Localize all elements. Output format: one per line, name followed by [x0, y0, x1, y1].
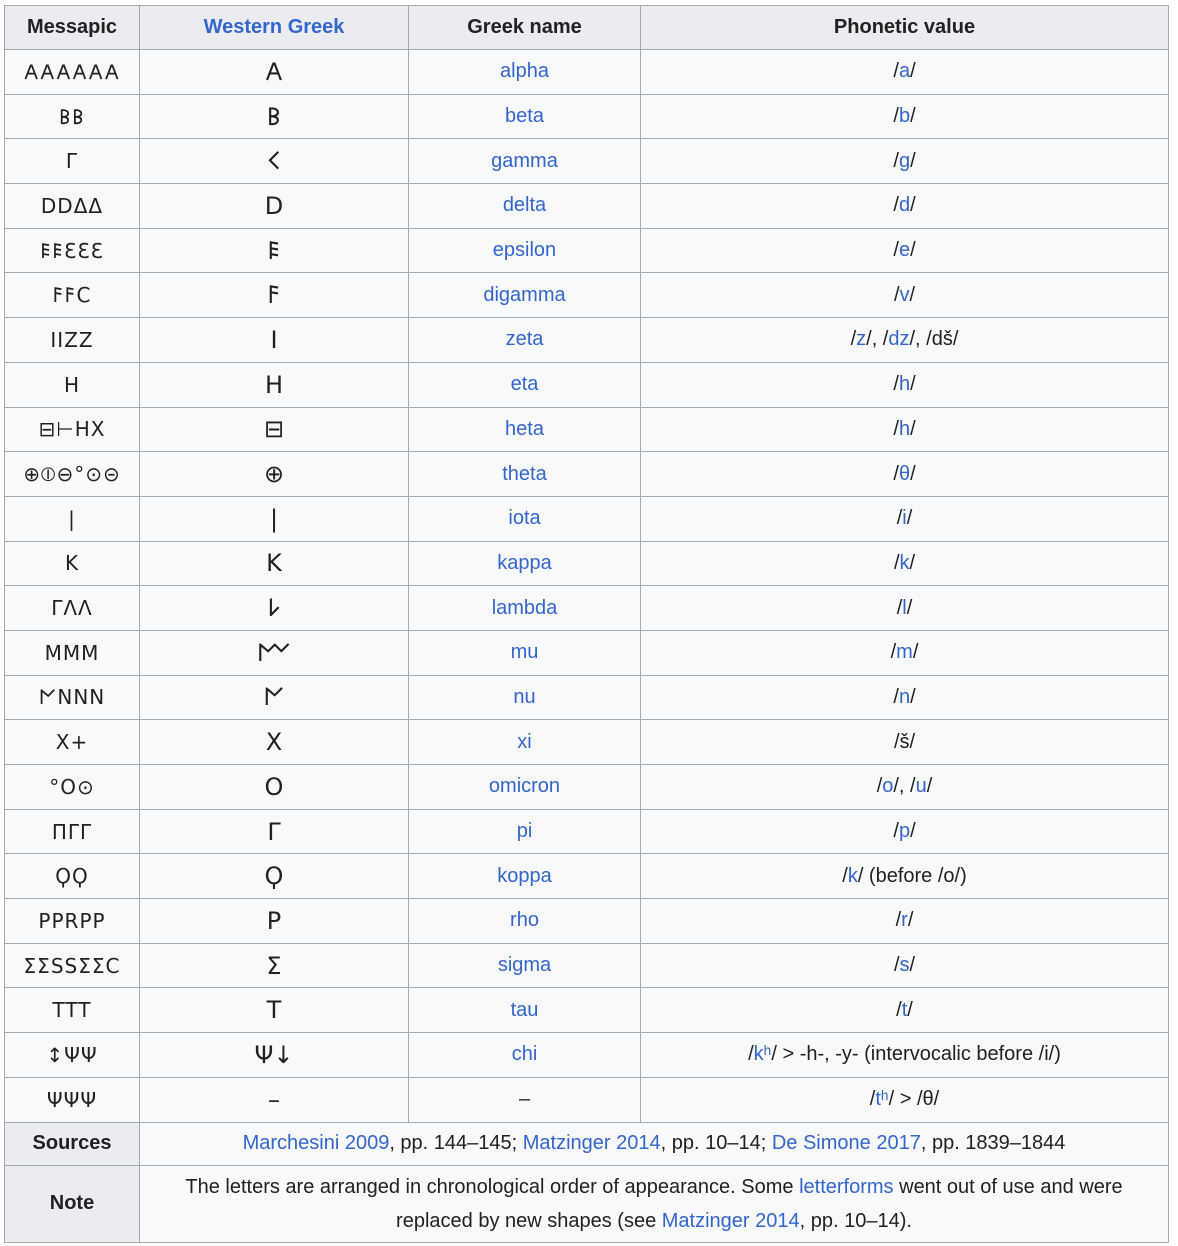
text-fragment: / [909, 954, 916, 977]
reference-link[interactable]: k [899, 551, 910, 574]
western-greek-link[interactable]: Western Greek [203, 16, 345, 38]
text-fragment: / [893, 239, 899, 262]
note-row [5, 1165, 1169, 1242]
text-fragment: / [893, 105, 899, 128]
messapic-glyphs: TTT [5, 988, 140, 1033]
text-fragment: / [842, 864, 848, 887]
header-row [5, 6, 1169, 50]
text-fragment: , pp. 144–145; [389, 1132, 523, 1154]
greek-name-link[interactable]: delta [502, 194, 547, 217]
greek-name-cell [409, 407, 641, 452]
greek-name-cell [409, 541, 641, 586]
phonetic-value-cell [641, 586, 1169, 631]
table-row [5, 496, 1169, 541]
sources-content [140, 1122, 1169, 1165]
header-messapic: Messapic [5, 6, 140, 50]
reference-link[interactable]: d [898, 194, 911, 217]
western-greek-glyph: I [140, 318, 409, 363]
greek-name-cell [409, 496, 641, 541]
text-fragment: / [912, 641, 919, 664]
text-fragment: / [910, 105, 916, 128]
table-row [5, 586, 1169, 631]
phonetic-value-cell [641, 273, 1169, 318]
table-row [5, 407, 1169, 452]
messapic-glyphs: DDΔΔ [5, 184, 140, 229]
greek-name-link[interactable]: nu [513, 685, 536, 708]
text-fragment: / [910, 462, 916, 485]
text-fragment: / [850, 328, 857, 351]
western-greek-glyph: 𐌍 [140, 675, 409, 720]
greek-name-link[interactable]: epsilon [492, 239, 557, 262]
text-fragment: / [748, 1043, 754, 1066]
table-row [5, 139, 1169, 184]
reference-link[interactable]: l [902, 596, 907, 619]
messapic-glyphs: ⊟⊢HX [5, 407, 140, 452]
messapic-glyphs: 𐌀𐌀𐌀𐌀𐌀𐌀 [5, 50, 140, 95]
greek-name-link[interactable]: lambda [491, 596, 558, 619]
western-greek-glyph: T [140, 988, 409, 1033]
greek-name-link[interactable]: chi [511, 1043, 538, 1066]
table-row [5, 1033, 1169, 1078]
messapic-glyphs: ΓΛΛ [5, 586, 140, 631]
phonetic-value-cell [641, 362, 1169, 407]
reference-link[interactable]: b [898, 105, 911, 128]
table-row [5, 988, 1169, 1033]
messapic-glyphs: ƩƩSSΣΣC [5, 943, 140, 988]
messapic-glyphs: ΠΓΓ [5, 809, 140, 854]
reference-link[interactable]: t [901, 998, 908, 1021]
messapic-glyphs: ⊕⦶⊖°⊙⊝ [5, 452, 140, 497]
table-row [5, 854, 1169, 899]
sources-row [5, 1122, 1169, 1165]
western-greek-glyph: D [140, 184, 409, 229]
greek-name-cell [409, 94, 641, 139]
note-content [140, 1165, 1169, 1242]
messapic-glyphs: 𐌅𐌅Ϲ [5, 273, 140, 318]
text-fragment: /, /dš/ [909, 328, 959, 351]
reference-link[interactable]: i [902, 507, 907, 530]
greek-name-link[interactable]: pi [516, 820, 533, 843]
western-greek-glyph: 𐌋 [140, 586, 409, 631]
reference-link[interactable]: o [882, 775, 894, 798]
greek-name-link[interactable]: gamma [491, 149, 558, 172]
note-label: Note [5, 1165, 140, 1242]
header-greek-name: Greek name [409, 6, 641, 50]
western-greek-glyph: 𐌅 [140, 273, 409, 318]
reference-link[interactable]: g [898, 149, 911, 172]
western-greek-glyph: Γ [140, 809, 409, 854]
text-fragment: / [893, 417, 899, 440]
greek-name-cell [409, 184, 641, 229]
reference-link[interactable]: v [899, 283, 910, 306]
greek-name-link[interactable]: theta [502, 462, 547, 485]
greek-name-cell [409, 318, 641, 363]
reference-link[interactable]: tʰ [875, 1088, 889, 1111]
text-fragment: / [893, 954, 900, 977]
greek-name-cell [409, 809, 641, 854]
text-fragment: / [895, 909, 902, 932]
messapic-glyphs: 𐌄𐌄ƐƐƐ [5, 228, 140, 273]
reference-link[interactable]: Matzinger 2014 [661, 1209, 800, 1232]
text-fragment: / [907, 909, 914, 932]
reference-link[interactable]: Marchesini 2009 [242, 1132, 390, 1154]
text-fragment: / [893, 283, 900, 306]
messapic-glyphs: IIZZ [5, 318, 140, 363]
greek-name-link[interactable]: sigma [497, 954, 552, 977]
greek-name-cell [409, 1077, 641, 1122]
messapic-glyphs: 𐌁𐌁 [5, 94, 140, 139]
text-fragment: / [896, 507, 903, 530]
greek-name-text: – [518, 1088, 531, 1111]
western-greek-glyph: H [140, 362, 409, 407]
phonetic-value-cell [641, 899, 1169, 944]
western-greek-glyph: 𐌀 [140, 50, 409, 95]
phonetic-value-cell [641, 407, 1169, 452]
greek-name-cell [409, 720, 641, 765]
phonetic-value-cell [641, 50, 1169, 95]
greek-name-cell [409, 899, 641, 944]
messapic-alphabet-table [4, 5, 1169, 1243]
phonetic-value-cell [641, 496, 1169, 541]
text-fragment: / [910, 417, 916, 440]
greek-name-link[interactable]: koppa [497, 864, 552, 887]
western-greek-glyph: 𐌌 [140, 630, 409, 675]
western-greek-glyph: ⊕ [140, 452, 409, 497]
western-greek-glyph: – [140, 1077, 409, 1122]
table-row [5, 809, 1169, 854]
phonetic-value-cell [641, 228, 1169, 273]
greek-name-cell [409, 675, 641, 720]
text-fragment: / [910, 149, 916, 172]
text-fragment: / [893, 194, 899, 217]
greek-name-link[interactable]: digamma [483, 283, 566, 306]
greek-name-cell [409, 452, 641, 497]
phonetic-value-cell [641, 1033, 1169, 1078]
table-row [5, 228, 1169, 273]
table-row [5, 94, 1169, 139]
table-row [5, 943, 1169, 988]
table-row [5, 273, 1169, 318]
reference-link[interactable]: θ [898, 462, 911, 485]
greek-name-link[interactable]: heta [505, 417, 544, 440]
western-greek-glyph: ⊟ [140, 407, 409, 452]
reference-link[interactable]: dz [888, 328, 910, 351]
messapic-glyphs: MMM [5, 630, 140, 675]
greek-name-link[interactable]: beta [505, 105, 544, 128]
reference-link[interactable]: De Simone 2017 [771, 1132, 921, 1154]
table-row [5, 899, 1169, 944]
greek-name-link[interactable]: tau [510, 998, 539, 1021]
greek-name-cell [409, 586, 641, 631]
reference-link[interactable]: letterforms [799, 1175, 894, 1198]
reference-link[interactable]: z [856, 328, 867, 351]
messapic-glyphs: | [5, 496, 140, 541]
text-fragment: /, / [866, 328, 889, 351]
western-greek-glyph: P [140, 899, 409, 944]
text-fragment: / [910, 239, 916, 262]
text-fragment: / [910, 60, 916, 83]
text-fragment: / [910, 194, 916, 217]
greek-name-cell [409, 765, 641, 810]
greek-name-link[interactable]: kappa [497, 551, 552, 574]
phonetic-value-cell [641, 139, 1169, 184]
reference-link[interactable]: m [896, 641, 913, 664]
text-fragment: / [876, 775, 883, 798]
table-row [5, 720, 1169, 765]
messapic-glyphs: H [5, 362, 140, 407]
phonetic-value-cell [641, 184, 1169, 229]
greek-name-cell [409, 630, 641, 675]
western-greek-glyph: X [140, 720, 409, 765]
reference-link[interactable]: k [847, 864, 858, 887]
text-fragment: / [893, 373, 899, 396]
reference-link[interactable]: h [898, 373, 911, 396]
messapic-glyphs: X+ [5, 720, 140, 765]
text-fragment: / [906, 507, 913, 530]
header-phonetic-value: Phonetic value [641, 6, 1169, 50]
table-row [5, 318, 1169, 363]
table-row [5, 50, 1169, 95]
text-fragment: went out of use and were replaced by new shapes (see [396, 1175, 1123, 1232]
phonetic-value-cell [641, 452, 1169, 497]
western-greek-glyph: Ϙ [140, 854, 409, 899]
reference-link[interactable]: kʰ [753, 1043, 772, 1066]
greek-name-cell [409, 228, 641, 273]
western-greek-glyph: 𐌂 [140, 139, 409, 184]
greek-name-link[interactable]: rho [510, 909, 539, 932]
messapic-glyphs: K [5, 541, 140, 586]
phonetic-value-cell [641, 318, 1169, 363]
phonetic-value-cell [641, 809, 1169, 854]
text-fragment: / [893, 820, 899, 843]
western-greek-glyph: 𐌄 [140, 228, 409, 273]
phonetic-value-cell [641, 630, 1169, 675]
table-row [5, 541, 1169, 586]
greek-name-link[interactable]: xi [517, 730, 532, 753]
table-body [5, 50, 1169, 1123]
text-fragment: / [910, 373, 916, 396]
greek-name-link[interactable]: iota [508, 507, 541, 530]
text-fragment: , pp. 10–14; [660, 1132, 772, 1154]
western-greek-glyph: K [140, 541, 409, 586]
phonetic-value-cell [641, 988, 1169, 1033]
reference-link[interactable]: a [898, 60, 911, 83]
western-greek-glyph: | [140, 496, 409, 541]
text-fragment: / [906, 596, 913, 619]
greek-name-cell [409, 50, 641, 95]
text-fragment: / [907, 998, 913, 1021]
text-fragment: / [893, 60, 899, 83]
greek-name-link[interactable]: zeta [505, 328, 544, 351]
text-fragment: / [890, 641, 897, 664]
reference-link[interactable]: r [901, 909, 908, 932]
reference-link[interactable]: s [899, 954, 910, 977]
text-fragment: /š/ [893, 730, 916, 753]
western-greek-glyph: Ʃ [140, 943, 409, 988]
reference-link[interactable]: h [898, 417, 911, 440]
greek-name-cell [409, 943, 641, 988]
reference-link[interactable]: Matzinger 2014 [522, 1132, 661, 1154]
table-row [5, 675, 1169, 720]
text-fragment: / [896, 596, 903, 619]
text-fragment: / [893, 149, 899, 172]
greek-name-link[interactable]: alpha [500, 60, 549, 83]
phonetic-value-cell [641, 541, 1169, 586]
messapic-glyphs: ϘϘ [5, 854, 140, 899]
greek-name-link[interactable]: omicron [488, 775, 561, 798]
greek-name-link[interactable]: eta [510, 373, 539, 396]
phonetic-value-cell [641, 675, 1169, 720]
text-fragment: / [896, 998, 902, 1021]
text-fragment: / (before /o/) [857, 864, 967, 887]
messapic-glyphs: 𐌍NNN [5, 675, 140, 720]
table-row [5, 630, 1169, 675]
greek-name-cell [409, 1033, 641, 1078]
greek-name-cell [409, 273, 641, 318]
reference-link[interactable]: e [898, 239, 911, 262]
reference-link[interactable]: p [898, 820, 911, 843]
greek-name-link[interactable]: mu [510, 641, 539, 664]
phonetic-value-cell [641, 854, 1169, 899]
reference-link[interactable]: n [898, 685, 911, 708]
sources-label: Sources [5, 1122, 140, 1165]
text-fragment: / [893, 685, 899, 708]
table-row [5, 1077, 1169, 1122]
western-greek-glyph: Ψ↓ [140, 1033, 409, 1078]
messapic-glyphs: Γ [5, 139, 140, 184]
text-fragment: The letters are arranged in chronological order of appearance. Some [185, 1175, 800, 1198]
greek-name-cell [409, 139, 641, 184]
text-fragment: , pp. 1839–1844 [920, 1132, 1066, 1154]
messapic-glyphs: PPRPP [5, 899, 140, 944]
messapic-glyphs: ΨΨΨ [5, 1077, 140, 1122]
messapic-glyphs: °O⊙ [5, 765, 140, 810]
table-row [5, 765, 1169, 810]
table-row [5, 452, 1169, 497]
messapic-glyphs: ↕ΨΨ [5, 1033, 140, 1078]
text-fragment: , pp. 10–14). [799, 1209, 912, 1232]
reference-link[interactable]: u [915, 775, 927, 798]
text-fragment: / [910, 685, 916, 708]
phonetic-value-cell [641, 94, 1169, 139]
text-fragment: / [909, 283, 916, 306]
phonetic-value-cell [641, 1077, 1169, 1122]
text-fragment: / [926, 775, 933, 798]
table-row [5, 184, 1169, 229]
western-greek-glyph: 𐌁 [140, 94, 409, 139]
phonetic-value-cell [641, 765, 1169, 810]
text-fragment: /, / [893, 775, 916, 798]
text-fragment: / [893, 551, 900, 574]
header-western-greek[interactable] [140, 6, 409, 50]
western-greek-glyph: O [140, 765, 409, 810]
text-fragment: / > -h-, -y- (intervocalic before /i/) [771, 1043, 1061, 1066]
phonetic-value-cell [641, 720, 1169, 765]
table-row [5, 362, 1169, 407]
greek-name-cell [409, 854, 641, 899]
greek-name-cell [409, 362, 641, 407]
text-fragment: / [909, 551, 916, 574]
text-fragment: / [910, 820, 916, 843]
text-fragment: / [893, 462, 899, 485]
greek-name-cell [409, 988, 641, 1033]
text-fragment: / > /θ/ [888, 1088, 940, 1111]
phonetic-value-cell [641, 943, 1169, 988]
text-fragment: / [869, 1088, 876, 1111]
